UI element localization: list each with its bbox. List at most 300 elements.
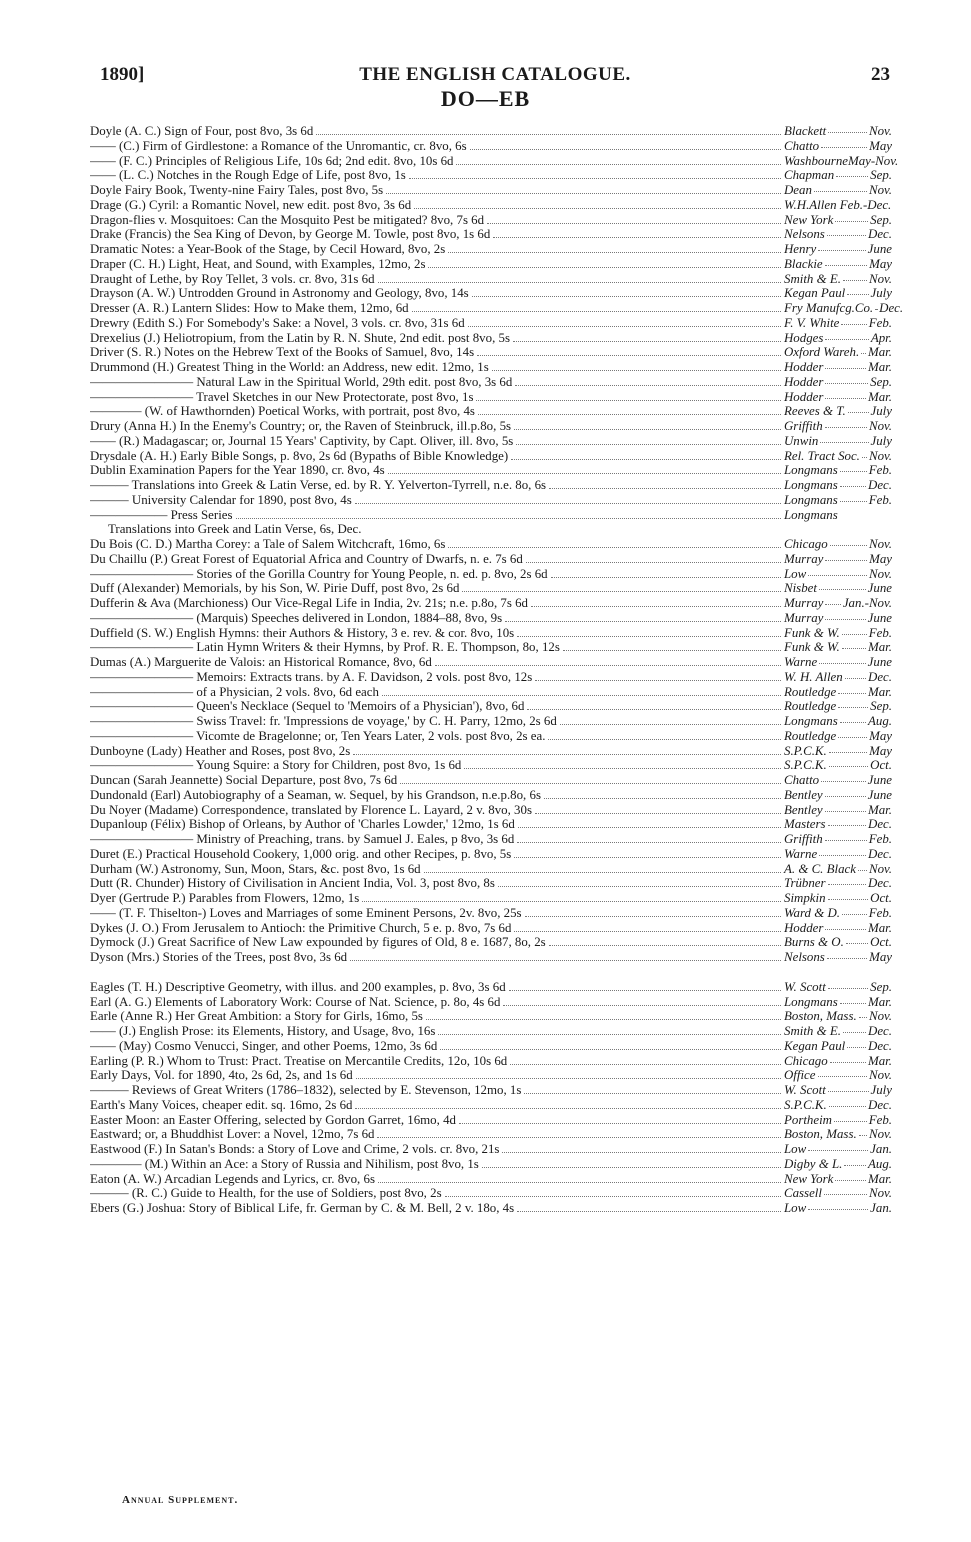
publication-month: Sep. <box>870 212 892 227</box>
dot-leader <box>842 906 867 915</box>
publisher-name: Boston, Mass. <box>784 1009 857 1024</box>
catalogue-entries <box>90 124 904 1216</box>
catalogue-entry <box>90 906 892 921</box>
publisher-month <box>784 611 892 626</box>
catalogue-entry <box>90 153 899 169</box>
dot-leader <box>426 1011 781 1020</box>
header-year: 1890] <box>100 64 145 85</box>
publisher-name: Low <box>784 566 807 581</box>
publication-month: Feb. <box>868 1112 892 1127</box>
publisher-name: Burns & O. <box>784 935 844 950</box>
dot-leader <box>829 744 867 753</box>
dot-leader <box>819 581 866 590</box>
publisher-month <box>784 434 892 449</box>
entry-title: ——— University Calendar for 1890, post 8vo, 4s <box>90 492 352 507</box>
publisher-name: Longmans <box>784 478 838 492</box>
dot-leader <box>382 687 781 696</box>
publisher-month <box>784 640 892 655</box>
alphabetical-range: DO—EB <box>440 86 531 111</box>
entry-title: Doyle Fairy Book, Twenty-nine Fairy Tales, post 8vo, 5s <box>90 183 384 197</box>
dot-leader <box>482 1159 781 1168</box>
publisher-name: Nelsons <box>784 950 825 964</box>
publisher-name: Routledge <box>784 699 837 714</box>
publisher-month <box>784 788 892 803</box>
entry-title: ——— Translations into Greek & Latin Verse, ed. by R. Y. Yelverton-Tyrrell, n.e. 8o, 6s <box>90 478 547 492</box>
entry-title: ———————— of a Physician, 2 vols. 8vo, 6d each <box>90 684 379 699</box>
footer-signature: Annual Supplement. <box>122 1494 239 1506</box>
dot-leader <box>818 1068 867 1077</box>
publication-month: May <box>869 256 892 271</box>
publication-month: Feb. <box>868 832 892 846</box>
dot-leader <box>388 465 781 474</box>
publisher-name: Reeves & T. <box>784 404 846 419</box>
publisher-month <box>784 139 892 154</box>
publisher-month <box>784 921 892 936</box>
catalogue-entry <box>90 1157 892 1172</box>
publication-month: July <box>870 433 892 448</box>
publication-month: Dec. <box>868 876 892 891</box>
publication-month: Mar. <box>868 802 892 817</box>
publisher-month <box>784 714 892 729</box>
dot-leader <box>825 788 866 797</box>
entry-title: Eaton (A. W.) Arcadian Legends and Lyrics, cr. 8vo, 6s <box>90 1171 375 1186</box>
publisher-month <box>784 537 892 552</box>
entry-title: Drage (G.) Cyril: a Romantic Novel, new edit. post 8vo, 3s 6d <box>90 197 412 212</box>
publication-month: Oct. <box>870 891 892 905</box>
publication-month: Oct. <box>870 758 892 773</box>
entry-title: Eastward; or, a Bhuddhist Lover: a Novel, 12mo, 7s 6d <box>90 1127 375 1142</box>
dot-leader <box>448 539 781 548</box>
dot-leader <box>825 390 866 399</box>
catalogue-entry <box>90 1172 892 1187</box>
catalogue-entry <box>90 596 892 611</box>
publication-month: Dec. <box>868 478 892 492</box>
dot-leader <box>236 510 781 519</box>
catalogue-entry <box>90 950 892 965</box>
catalogue-entry <box>90 537 892 552</box>
catalogue-entry <box>90 508 892 523</box>
publisher-name: Portheim <box>784 1112 832 1127</box>
entry-title: Doyle (A. C.) Sign of Four, post 8vo, 3s 6d <box>90 124 314 138</box>
dot-leader <box>440 1041 781 1050</box>
dot-leader <box>378 274 781 283</box>
catalogue-entry <box>90 1054 892 1069</box>
dot-leader <box>842 640 866 649</box>
publisher-month <box>784 1068 892 1083</box>
publisher-name: WashbourneMay-Nov. <box>784 153 899 168</box>
publisher-name: Funk & W. <box>784 625 840 640</box>
catalogue-entry <box>90 921 892 936</box>
dot-leader <box>316 126 781 135</box>
publisher-name: Rel. Tract Soc. <box>784 448 860 463</box>
dot-leader <box>515 377 781 386</box>
entry-title: Durham (W.) Astronomy, Sun, Moon, Stars, &c. post 8vo, 1s 6d <box>90 861 421 876</box>
catalogue-entry <box>90 817 892 832</box>
dot-leader <box>859 1127 867 1136</box>
entry-title: Dragon-flies v. Mosquitoes: Can the Mosquito Pest be mitigated? 8vo, 7s 6d <box>90 212 485 227</box>
publisher-name: Griffith <box>784 419 823 433</box>
publisher-month <box>784 345 892 360</box>
dot-leader <box>414 200 781 209</box>
dot-leader <box>531 598 781 607</box>
dot-leader <box>840 463 867 472</box>
dot-leader <box>355 495 781 504</box>
publisher-month <box>784 213 892 228</box>
publisher-name: W. H. Allen <box>784 669 843 684</box>
publisher-month <box>784 1024 892 1039</box>
publication-month: Aug. <box>868 1156 892 1171</box>
publisher-month <box>784 316 892 331</box>
dot-leader <box>829 758 868 767</box>
publisher-month <box>784 1201 892 1216</box>
publisher-name: F. V. White <box>784 315 840 330</box>
entry-title: ——— Reviews of Great Writers (1786–1832), selected by E. Stevenson, 12mo, 1s <box>90 1083 522 1097</box>
dot-leader <box>526 554 781 563</box>
publisher-month <box>784 891 892 906</box>
publisher-name: Kegan Paul <box>784 1038 846 1053</box>
publisher-name: Unwin <box>784 433 819 448</box>
publisher-month <box>784 242 892 257</box>
publisher-name: Longmans <box>784 492 838 507</box>
catalogue-entry <box>90 375 892 390</box>
dot-leader <box>829 1098 866 1107</box>
publication-month: June <box>867 655 892 669</box>
entry-title: Easter Moon: an Easter Offering, selected by Gordon Garret, 16mo, 4d <box>90 1112 456 1127</box>
entry-title: ——— (R. C.) Guide to Health, for the use of Soldiers, post 8vo, 2s <box>90 1186 442 1201</box>
publisher-month <box>784 581 892 596</box>
dot-leader <box>808 1201 868 1210</box>
catalogue-entry <box>90 729 892 744</box>
publisher-name: Warne <box>784 655 818 669</box>
dot-leader <box>544 790 781 799</box>
catalogue-entry <box>90 345 892 360</box>
publication-month: Mar. <box>868 1053 892 1068</box>
publisher-month <box>784 626 892 641</box>
publisher-name: Henry <box>784 242 817 256</box>
publication-month: Dec. <box>868 669 892 684</box>
publisher-name: Murray <box>784 551 824 566</box>
publisher-month <box>784 803 892 818</box>
catalogue-entry <box>90 581 892 596</box>
dot-leader <box>509 982 781 991</box>
catalogue-entry <box>90 832 892 847</box>
entry-title: Early Days, Vol. for 1890, 4to, 2s 6d, 2s, and 1s 6d <box>90 1068 353 1083</box>
dot-leader <box>838 699 868 708</box>
publisher-month <box>784 744 892 759</box>
entry-title: ———— (W. of Hawthornden) Poetical Works, with portrait, post 8vo, 4s <box>90 404 475 419</box>
publisher-name: Chatto <box>784 138 820 153</box>
publisher-month <box>784 1009 892 1024</box>
entry-title: ———————— Natural Law in the Spiritual World, 29th edit. post 8vo, 3s 6d <box>90 374 513 389</box>
dot-leader <box>848 404 869 413</box>
catalogue-entry <box>90 213 892 228</box>
entry-title: Eastwood (F.) In Satan's Bonds: a Story of Love and Crime, 2 vols. cr. 8vo, 21s <box>90 1142 500 1156</box>
catalogue-entry <box>90 1201 892 1216</box>
catalogue-entry <box>90 1039 892 1054</box>
dot-leader <box>828 817 866 826</box>
publisher-month <box>784 758 892 773</box>
catalogue-entry <box>90 773 892 788</box>
catalogue-entry <box>90 1098 892 1113</box>
dot-leader <box>563 642 781 651</box>
publisher-name: W. Scott <box>784 1083 826 1097</box>
dot-leader <box>428 259 781 268</box>
publisher-month <box>784 419 892 434</box>
entry-title: Drury (Anna H.) In the Enemy's Country; or, the Raven of Steinbruck, ill.p.8o, 5s <box>90 419 512 433</box>
publication-month: Mar. <box>868 389 892 404</box>
dot-leader <box>825 596 840 605</box>
publisher-name: Longmans <box>784 994 838 1009</box>
dot-leader <box>412 303 781 312</box>
dot-leader <box>464 760 781 769</box>
catalogue-entry <box>90 862 892 877</box>
publisher-name: Dean <box>784 183 812 197</box>
publisher-month <box>784 980 892 995</box>
entry-title: —— (F. C.) Principles of Religious Life, 10s 6d; 2nd edit. 8vo, 10s 6d <box>90 153 454 168</box>
publisher-month <box>784 286 892 301</box>
dot-leader <box>825 803 866 812</box>
dot-leader <box>820 434 868 443</box>
entry-title: ———————— Latin Hymn Writers & their Hymns, by Prof. R. E. Thompson, 8o, 12s <box>90 640 560 655</box>
catalogue-entry <box>90 1127 892 1142</box>
publication-month: July <box>870 286 892 301</box>
dot-leader <box>825 832 867 841</box>
dot-leader <box>448 244 781 253</box>
entry-title: Duff (Alexander) Memorials, by his Son, W. Pirie Duff, post 8vo, 2s 6d <box>90 581 460 596</box>
dot-leader <box>835 213 868 222</box>
dot-leader <box>821 773 866 782</box>
entry-title: Duffield (S. W.) English Hymns: their Authors & History, 3 e. rev. & cor. 8vo, 10s <box>90 625 515 640</box>
catalogue-entry <box>90 419 892 434</box>
dot-leader <box>819 847 866 856</box>
publisher-name: Smith & E. <box>784 271 841 286</box>
dot-leader <box>825 419 867 428</box>
dot-leader <box>514 421 781 430</box>
publisher-month <box>784 404 892 419</box>
dot-leader <box>560 716 781 725</box>
dot-leader <box>840 478 866 487</box>
dot-leader <box>846 935 868 944</box>
entry-title: —— (R.) Madagascar; or, Journal 15 Years' Captivity, by Capt. Oliver, ill. 8vo, 5s <box>90 433 514 448</box>
catalogue-entry <box>90 758 892 773</box>
dot-leader <box>517 1203 781 1212</box>
dot-leader <box>875 301 877 310</box>
entry-title: Drayson (A. W.) Untrodden Ground in Astronomy and Geology, 8vo, 14s <box>90 286 469 301</box>
publication-month: Mar. <box>868 994 892 1009</box>
publisher-month <box>784 1039 892 1054</box>
catalogue-entry <box>90 522 892 537</box>
entry-title: Dumas (A.) Marguerite de Valois: an Historical Romance, 8vo, 6d <box>90 655 432 669</box>
publisher-name: Bentley <box>784 787 823 802</box>
entry-title: Earth's Many Voices, cheaper edit. sq. 16mo, 2s 6d <box>90 1097 353 1112</box>
dot-leader <box>840 493 867 502</box>
publisher-month <box>784 375 892 390</box>
publication-month: Nov. <box>868 124 892 138</box>
catalogue-entry <box>90 891 892 906</box>
publisher-month <box>784 552 892 567</box>
publisher-month <box>784 124 892 139</box>
catalogue-entry <box>90 714 892 729</box>
publication-month: Nov. <box>868 1186 892 1201</box>
publisher-month <box>784 596 892 611</box>
dot-leader <box>843 1024 866 1033</box>
catalogue-entry <box>90 626 892 641</box>
publisher-name: S.P.C.K. <box>784 743 827 758</box>
catalogue-entry <box>90 478 892 493</box>
entry-title: —————— Press Series <box>90 507 233 522</box>
publisher-month <box>784 655 892 670</box>
publisher-name: Chapman <box>784 168 835 183</box>
publication-month: May <box>869 950 892 964</box>
entry-title: Dufferin & Ava (Marchioness) Our Vice-Regal Life in India, 2v. 21s; n.e. p.8o, 7s 6d <box>90 596 529 610</box>
entry-title: ———————— Young Squire: a Story for Children, post 8vo, 1s 6d <box>90 758 462 773</box>
publisher-name: Blackie <box>784 256 823 271</box>
publication-month: Dec. <box>868 846 892 861</box>
publication-month: Dec. <box>868 1038 892 1053</box>
publication-month: Jan. <box>870 1142 892 1156</box>
dot-leader <box>859 1009 867 1018</box>
dot-leader <box>840 995 866 1004</box>
dot-leader <box>808 1142 868 1151</box>
dot-leader <box>487 215 781 224</box>
publisher-name: Masters <box>784 817 826 832</box>
publisher-month <box>784 862 892 877</box>
publication-month: June <box>867 787 892 802</box>
publisher-name: New York <box>784 212 834 227</box>
publisher-month <box>784 1186 892 1201</box>
publication-month: Apr. <box>870 330 892 345</box>
dot-leader <box>828 891 869 900</box>
catalogue-entry <box>90 463 892 478</box>
publisher-name: Hodges <box>784 330 824 345</box>
catalogue-entry <box>90 301 904 316</box>
entry-title: ———————— Swiss Travel: fr. 'Impressions de voyage,' by C. H. Parry, 12mo, 2s 6d <box>90 714 557 728</box>
publisher-month <box>784 995 892 1010</box>
catalogue-entry <box>90 552 892 567</box>
dot-leader <box>514 849 781 858</box>
publisher-name: Longmans <box>784 463 838 478</box>
publisher-month <box>784 463 892 478</box>
publisher-name: Hodder <box>784 374 824 389</box>
dot-leader <box>517 834 781 843</box>
dot-leader <box>462 583 781 592</box>
publisher-name: W.H.Allen Feb.-Dec. <box>784 197 892 212</box>
dot-leader <box>818 242 865 251</box>
publisher-name: Fry Manufcg.Co. <box>784 301 874 315</box>
header-title: THE ENGLISH CATALOGUE. <box>359 64 631 85</box>
catalogue-entry <box>90 1186 892 1201</box>
publisher-name: Funk & W. <box>784 640 840 655</box>
publication-month: Jan.-Nov. <box>842 596 892 610</box>
publication-month: July <box>870 1083 892 1097</box>
publication-month: Nov. <box>868 1009 892 1024</box>
dot-leader <box>459 1115 781 1124</box>
catalogue-entry <box>90 1068 892 1083</box>
entry-title: Dundonald (Earl) Autobiography of a Seaman, w. Sequel, by his Grandson, n.e.p.8o, 6s <box>90 787 541 802</box>
publisher-month <box>784 950 892 965</box>
catalogue-entry <box>90 227 892 242</box>
publication-month: Oct. <box>870 935 892 950</box>
catalogue-entry <box>90 360 892 375</box>
publication-month: Sep. <box>870 374 892 389</box>
publication-month: Nov. <box>868 537 892 551</box>
dot-leader <box>825 611 865 620</box>
publication-month: June <box>867 773 892 787</box>
publication-month: Nov. <box>868 419 892 433</box>
publisher-name: Kegan Paul <box>784 286 846 301</box>
catalogue-entry <box>90 567 892 582</box>
publisher-month <box>784 168 892 183</box>
publication-month: May <box>869 728 892 743</box>
dot-leader <box>468 318 781 327</box>
publisher-name: Warne <box>784 846 818 861</box>
publication-month: Feb. <box>868 492 892 507</box>
publication-month: Dec. <box>868 1024 892 1038</box>
publisher-name: Ward & D. <box>784 905 840 920</box>
dot-leader <box>842 626 867 635</box>
entry-title: Du Noyer (Madame) Correspondence, translated by Florence L. Layard, 2 v. 8vo, 30s <box>90 802 532 817</box>
entry-title: Drummond (H.) Greatest Thing in the World: an Address, new edit. 12mo, 1s <box>90 360 489 374</box>
catalogue-entry <box>90 390 892 405</box>
publisher-name: Routledge <box>784 728 837 743</box>
catalogue-entry <box>90 685 892 700</box>
dot-leader <box>517 628 781 637</box>
catalogue-entry <box>90 272 892 287</box>
dot-leader <box>825 360 866 369</box>
dot-leader <box>510 1056 781 1065</box>
entry-title: ———————— Ministry of Preaching, trans. by Samuel J. Eales, p 8vo, 3s 6d <box>90 832 515 846</box>
entry-title: ———————— Stories of the Gorilla Country for Young People, n. ed. p. 8vo, 2s 6d <box>90 566 548 581</box>
publication-month: Dec. <box>879 301 904 315</box>
dot-leader <box>838 685 866 694</box>
entry-title: Draper (C. H.) Light, Heat, and Sound, with Examples, 12mo, 2s <box>90 256 426 271</box>
dot-leader <box>518 819 781 828</box>
publication-month: Sep. <box>870 168 892 183</box>
catalogue-entry <box>90 1083 892 1098</box>
entry-title: Driver (S. R.) Notes on the Hebrew Text of the Books of Samuel, 8vo, 14s <box>90 345 475 360</box>
entry-title: Duret (E.) Practical Household Cookery, 1,000 orig. and other Recipes, p. 8vo, 5s <box>90 846 512 861</box>
publisher-month <box>784 153 899 169</box>
publication-month: Feb. <box>868 315 892 330</box>
catalogue-entry <box>90 670 892 685</box>
dot-leader <box>828 876 866 885</box>
publication-month: Mar. <box>868 345 892 360</box>
dot-leader <box>377 1129 781 1138</box>
publisher-month <box>784 1127 892 1142</box>
publisher-name: Murray <box>784 610 824 625</box>
publication-month: Sep. <box>870 979 892 994</box>
catalogue-entry <box>90 198 892 213</box>
publisher-month <box>784 670 892 685</box>
publisher-name: A. & C. Black <box>784 861 856 876</box>
dot-leader <box>476 392 781 401</box>
publisher-month <box>784 272 892 287</box>
entry-title: Dyer (Gertrude P.) Parables from Flowers, 12mo, 1s <box>90 891 360 905</box>
dot-leader <box>438 1026 781 1035</box>
publisher-month <box>784 699 892 714</box>
publisher-name: Smith & E. <box>784 1024 841 1038</box>
entry-title: Dykes (J. O.) From Jerusalem to Antioch: the Primitive Church, 5 e. p. 8vo, 7s 6d <box>90 920 512 935</box>
dot-leader <box>524 1085 781 1094</box>
publication-month: June <box>867 242 892 256</box>
entry-title: ———— (M.) Within an Ace: a Story of Russia and Nihilism, post 8vo, 1s <box>90 1156 479 1171</box>
dot-leader <box>456 156 781 165</box>
entry-title: ———————— Memoirs: Extracts trans. by A. F. Davidson, 2 vols. post 8vo, 12s <box>90 669 533 684</box>
publisher-month <box>784 1157 892 1172</box>
catalogue-entry <box>90 803 892 818</box>
catalogue-entry <box>90 286 892 301</box>
publisher-month <box>784 183 892 198</box>
